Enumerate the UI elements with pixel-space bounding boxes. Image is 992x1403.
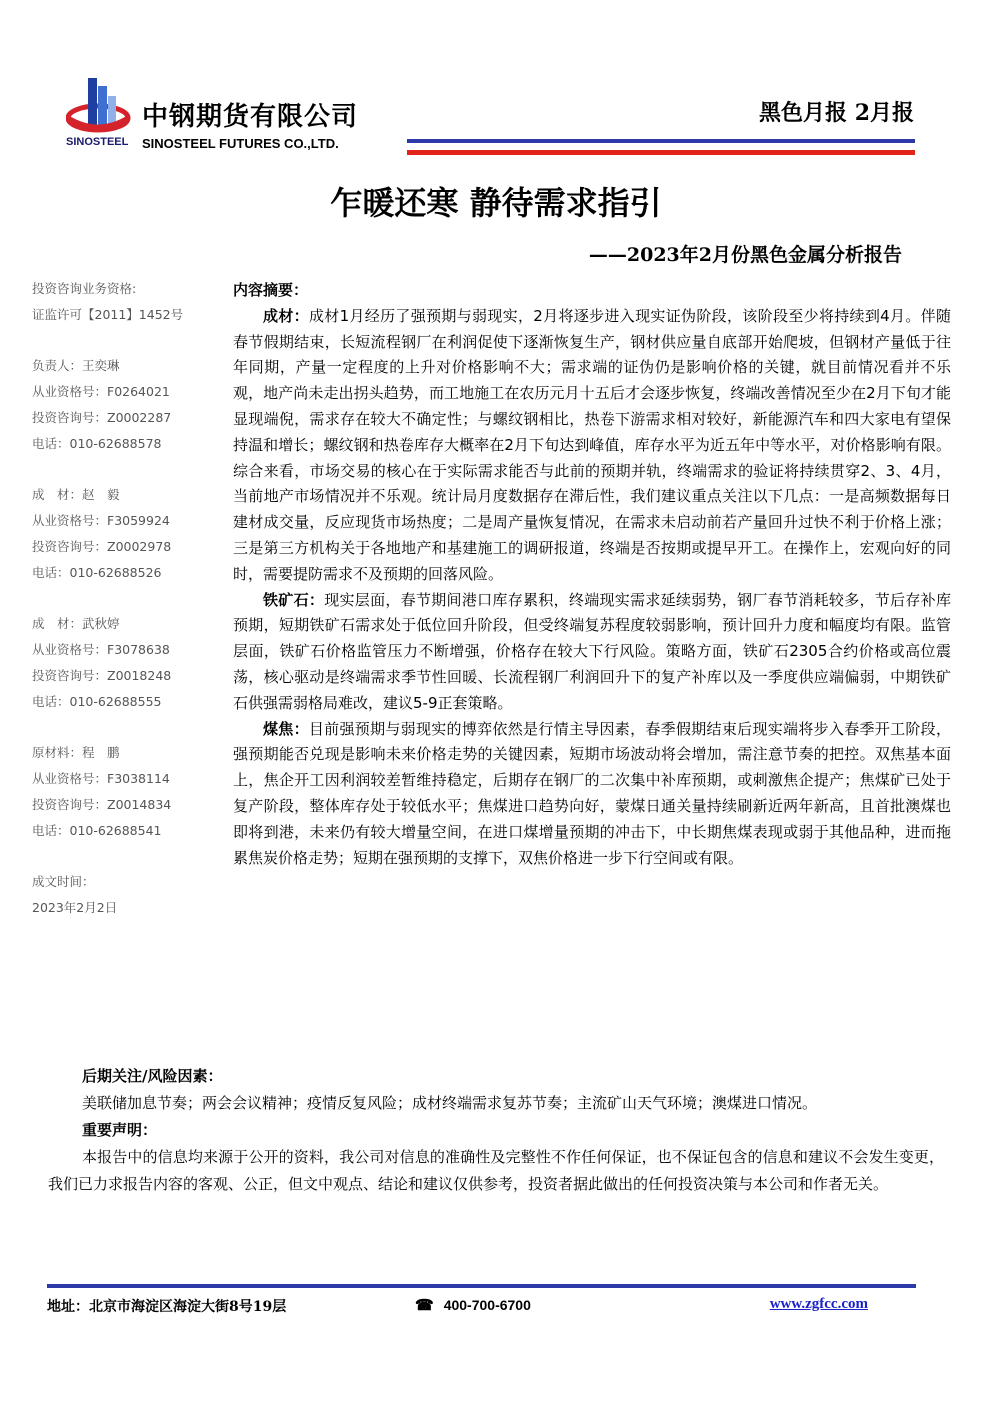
disclaimer-heading: 重要声明： — [82, 1121, 158, 1139]
disclaimer-body: 本报告中的信息均来源于公开的资料，我公司对信息的准确性及完整性不作任何保证，也不保证包含的信息和建议不会发生变更，我们已力求报告内容的客观、公正，但文中观点、结论和建议仅供参考，投资者据此做出的任何投资决策与本公司和作者无关。 — [48, 1148, 944, 1193]
author-consult: 投资咨询号：Z0018248 — [32, 668, 172, 683]
section-label: 铁矿石： — [263, 590, 325, 609]
author-cert: 从业资格号：F3059924 — [32, 513, 170, 528]
footer — [47, 1296, 916, 1318]
author-role: 成 材：赵 毅 — [32, 487, 120, 502]
telephone-icon: ☎ — [415, 1297, 434, 1314]
footer-rule — [47, 1284, 916, 1288]
author-cert: 从业资格号：F3078638 — [32, 642, 170, 657]
summary-paragraph-coke — [233, 717, 951, 872]
author-role: 负责人：王奕琳 — [32, 358, 120, 373]
author-sidebar — [32, 276, 222, 921]
author-phone: 电话：010-62688555 — [32, 694, 162, 709]
risk-disclaimer-section — [48, 1063, 944, 1198]
author-phone: 电话：010-62688578 — [32, 436, 162, 451]
section-label: 成材： — [263, 306, 309, 325]
section-text: 成材1月经历了强预期与弱现实，2月将逐步进入现实证伪阶段，该阶段至少将持续到4月。伴随春节假期结束，长短流程钢厂在利润促使下逐渐恢复生产，钢材供应量自底部开始爬坡，但钢材产量低于往年同期，产量一定程度的上升对价格影响不大；需求端的证伪仍是影响价格的关键，就目前情况看并不乐观，地产尚未走出拐头趋势，而工地施工在农历元月十五后才会逐步恢复，终端改善情况至少在2月下旬才能显现端倪，需求存在较大不确定性；与螺纹钢相比，热卷下游需求相对较好，新能源汽车和四大家电有望保持温和增长；螺纹钢和热卷库存大概率在2月下旬达到峰值，库存水平为近五年中等水平，对价格影响有限。综合来看，市场交易的核心在于实际需求能否与此前的预期并轨，终端需求的验证将持续贯穿2、3、4月，当前地产市场情况并不乐观。统计局月度数据存在滞后性，我们建议重点关注以下几点：一是高频数据每日建材成交量，反应现货市场热度；二是周产量恢复情况，在需求未启动前若产量回升过快不利于价格上涨；三是第三方机构关于各地地产和基建施工的调研报道，终端是否按期或提早开工。在操作上，宏观向好的同时，需要提防需求不及预期的回落风险。 — [233, 306, 951, 583]
summary-paragraph-iron-ore — [233, 588, 951, 717]
summary-section — [233, 278, 951, 871]
author-consult: 投资咨询号：Z0002287 — [32, 410, 172, 425]
date-value: 2023年2月2日 — [32, 900, 118, 915]
summary-paragraph-steel — [233, 304, 951, 588]
footer-address: 地址：北京市海淀区海淀大街8号19层 — [47, 1299, 287, 1315]
author-role: 原材料：程 鹏 — [32, 745, 120, 760]
author-phone: 电话：010-62688541 — [32, 823, 162, 838]
risk-text: 美联储加息节奏；两会会议精神；疫情反复风险；成材终端需求复苏节奏；主流矿山天气环境；澳煤进口情况。 — [82, 1094, 818, 1112]
section-text: 目前强预期与弱现实的博弈依然是行情主导因素，春季假期结束后现实端将步入春季开工阶段，强预期能否兑现是影响未来价格走势的关键因素，短期市场波动将会增加，需注意节奏的把控。双焦基本面上，焦企开工因利润较差暂维持稳定，后期存在钢厂的二次集中补库预期，或刺激焦企提产；焦煤矿已处于复产阶段，整体库存处于较低水平；焦煤进口趋势向好，蒙煤日通关量持续刷新近两年新高，且首批澳煤也即将到港，未来仍有较大增量空间，在进口煤增量预期的冲击下，中长期焦煤表现或弱于其他品种，进而拖累焦炭价格走势；短期在强预期的支撑下，双焦价格进一步下行空间或有限。 — [233, 719, 951, 867]
date-label: 成文时间： — [32, 874, 95, 889]
logo-mark-text: SINOSTEEL — [66, 136, 129, 148]
report-type: 黑色月报 2月报 — [759, 100, 914, 126]
summary-heading: 内容摘要： — [233, 281, 309, 299]
author-consult: 投资咨询号：Z0002978 — [32, 539, 172, 554]
header-rule-red — [407, 150, 915, 155]
footer-phone — [415, 1296, 531, 1314]
author-consult: 投资咨询号：Z0014834 — [32, 797, 172, 812]
author-cert: 从业资格号：F0264021 — [32, 384, 170, 399]
header-rule-blue — [407, 139, 915, 143]
report-title: 乍暖还寒 静待需求指引 — [330, 184, 662, 222]
footer-website-link[interactable]: www.zgfcc.com — [769, 1296, 868, 1312]
author-phone: 电话：010-62688526 — [32, 565, 162, 580]
author-role: 成 材：武秋婷 — [32, 616, 120, 631]
company-logo — [66, 74, 406, 154]
section-text: 现实层面，春节期间港口库存累积，终端现实需求延续弱势，钢厂春节消耗较多，节后存补库预期，短期铁矿石需求处于低位回升阶段，但受终端复苏程度较弱影响，预计回升力度和幅度均有限。监管层面，铁矿石价格监管压力不断增强，价格存在较大下行风险。策略方面，铁矿石2305合约价格或高位震荡，核心驱动是终端需求季节性回暖、长流程钢厂利润回升下的复产补库以及一季度供应端偏弱，中期铁矿石供强需弱格局难改，建议5-9正套策略。 — [233, 590, 951, 712]
footer-phone-number: 400-700-6700 — [443, 1297, 531, 1313]
company-name-en: SINOSTEEL FUTURES CO.,LTD. — [142, 136, 339, 151]
sinosteel-logo-icon — [66, 74, 138, 136]
company-name-cn: 中钢期货有限公司 — [142, 102, 359, 132]
qualification-value: 证监许可【2011】1452号 — [32, 307, 184, 322]
report-subtitle: ——2023年2月份黑色金属分析报告 — [588, 244, 902, 266]
disclaimer-text — [48, 1144, 944, 1198]
author-cert: 从业资格号：F3038114 — [32, 771, 170, 786]
risk-heading: 后期关注/风险因素： — [82, 1067, 223, 1085]
section-label: 煤焦： — [263, 719, 309, 738]
qualification-label: 投资咨询业务资格: — [32, 281, 137, 296]
